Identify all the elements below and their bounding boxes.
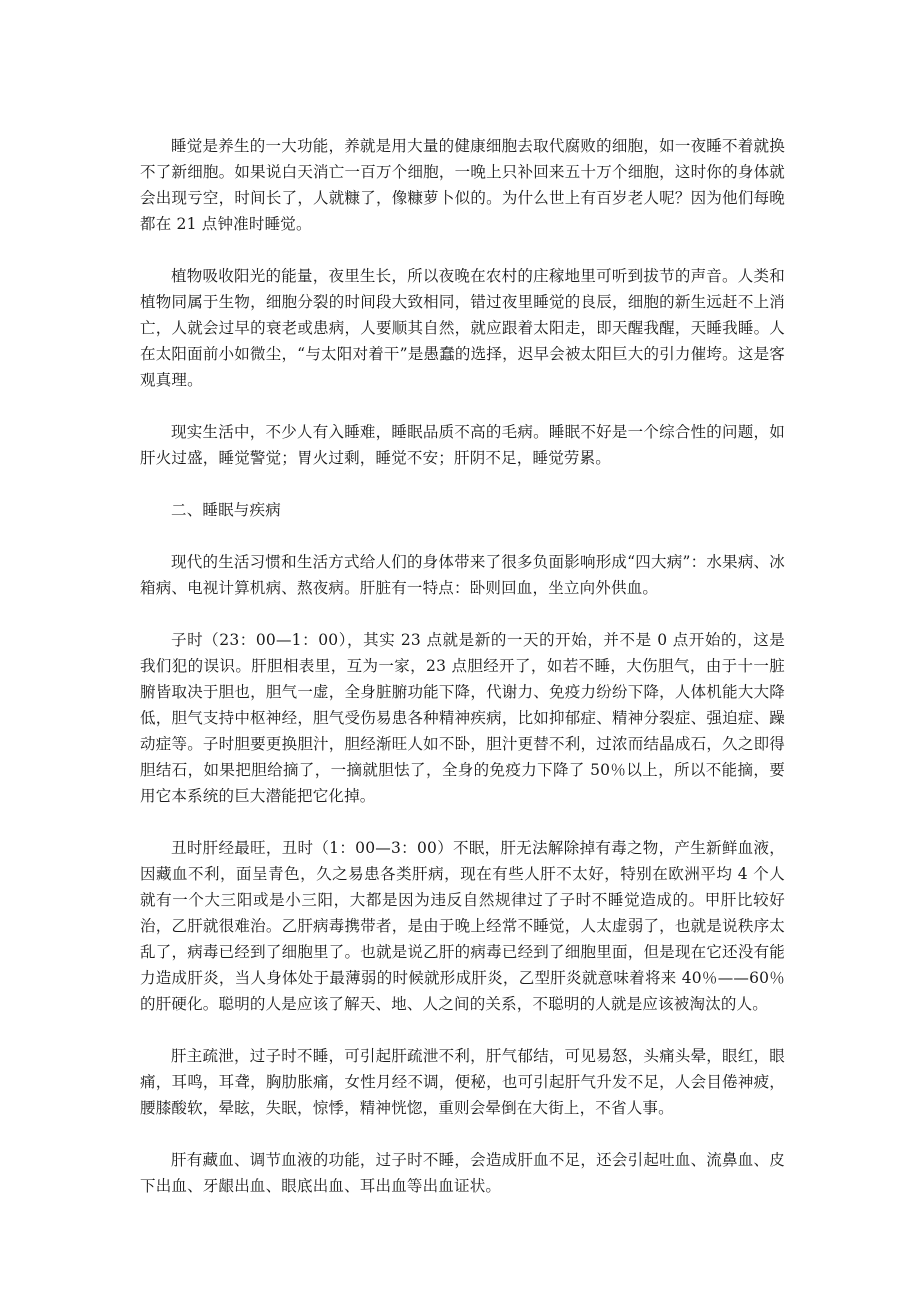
paragraph-liver-dispersion: 肝主疏泄，过子时不睡，可引起肝疏泄不利，肝气郁结，可见易怒，头痛头晕，眼红，眼痛，耳鸣，耳聋，胸肋胀痛，女性月经不调，便秘，也可引起肝气升发不足，人会目倦神疲，腰膝酸软，晕眩，失眠，惊悸，精神恍惚，重则会晕倒在大街上，不省人事。 xyxy=(140,1047,785,1117)
paragraph-plants-sunlight: 植物吸收阳光的能量，夜里生长，所以夜晚在农村的庄稼地里可听到拔节的声音。人类和植物同属于生物，细胞分裂的时间段大致相同，错过夜里睡觉的良辰，细胞的新生远赶不上消亡，人就会过早的衰老或患病，人要顺其自然，就应跟着太阳走，即天醒我醒，天睡我睡。人在太阳面前小如微尘，“与太阳对着干”是愚蠢的选择，迟早会被太阳巨大的引力催垮。这是客观真理。 xyxy=(140,267,785,389)
paragraph-sleep-health: 睡觉是养生的一大功能，养就是用大量的健康细胞去取代腐败的细胞，如一夜睡不着就换不了新细胞。如果说白天消亡一百万个细胞，一晚上只补回来五十万个细胞，这时你的身体就会出现亏空，时间长了，人就糠了，像糠萝卜似的。为什么世上有百岁老人呢？因为他们每晚都在 21 点钟准时睡觉。 xyxy=(140,137,785,233)
section-heading: 二、睡眠与疾病 xyxy=(171,501,281,519)
paragraph-liver-blood: 肝有藏血、调节血液的功能，过子时不睡，会造成肝血不足，还会引起吐血、流鼻血、皮下出血、牙龈出血、眼底出血、耳出血等出血证状。 xyxy=(140,1151,785,1195)
paragraph-chou-hour: 丑时肝经最旺，丑时（1：00—3：00）不眠，肝无法解除掉有毒之物，产生新鲜血液，因藏血不利，面呈青色，久之易患各类肝病，现在有些人肝不太好，特别在欧洲平均 4 个人就有一个大三阳或是小三阳，大都是因为违反自然规律过了子时不睡觉造成的。甲肝比较好治，乙肝就很难治。乙肝病毒携带者，是由于晚上经常不睡觉，人太虚弱了，也就是说秩序太乱了，病毒已经到了细胞里了。也就是说乙肝的病毒已经到了细胞里面，但是现在它还没有能力造成肝炎，当人身体处于最薄弱的时候就形成肝炎，乙型肝炎就意味着将来 40％——60％的肝硬化。聪明的人是应该了解天、地、人之间的关系，不聪明的人就是应该被淘汰的人。 xyxy=(140,839,785,1013)
paragraph-four-diseases: 现代的生活习惯和生活方式给人们的身体带来了很多负面影响形成“四大病”：水果病、冰箱病、电视计算机病、熬夜病。肝脏有一特点：卧则回血，坐立向外供血。 xyxy=(140,553,785,597)
document-body xyxy=(140,133,785,1225)
paragraph-sleep-problems: 现实生活中，不少人有入睡难，睡眠品质不高的毛病。睡眠不好是一个综合性的问题，如肝火过盛，睡觉警觉；胃火过剩，睡觉不安；肝阴不足，睡觉劳累。 xyxy=(140,423,785,467)
paragraph-zi-hour: 子时（23：00—1：00），其实 23 点就是新的一天的开始，并不是 0 点开始的，这是我们犯的误识。肝胆相表里，互为一家，23 点胆经开了，如若不睡，大伤胆气，由于十一脏腑皆取决于胆也，胆气一虚，全身脏腑功能下降，代谢力、免疫力纷纷下降，人体机能大大降低，胆气支持中枢神经，胆气受伤易患各种精神疾病，比如抑郁症、精神分裂症、强迫症、躁动症等。子时胆要更换胆汁，胆经渐旺人如不卧，胆汁更替不利，过浓而结晶成石，久之即得胆结石，如果把胆给摘了，一摘就胆怯了，全身的免疫力下降了 50％以上，所以不能摘，要用它本系统的巨大潜能把它化掉。 xyxy=(140,631,785,805)
